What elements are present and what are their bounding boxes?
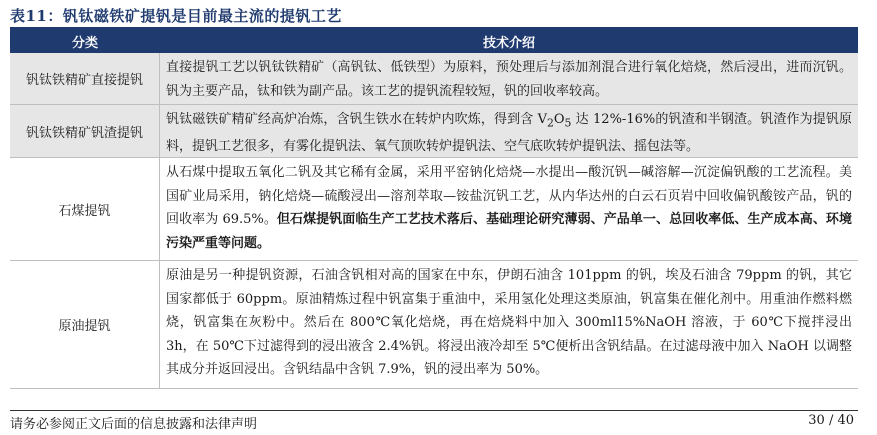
process-table	[10, 27, 858, 389]
disclaimer-text: 请务必参阅正文后面的信息披露和法律声明	[10, 417, 258, 432]
page-footer	[10, 410, 858, 432]
desc-text-part: O	[553, 112, 565, 127]
desc-text-part: 钒钛磁铁矿精矿经高炉冶炼，含钒生铁水在转炉内吹炼，得到含 V	[166, 112, 547, 127]
row-category: 原油提钒	[10, 261, 160, 388]
subscript: 5	[564, 116, 572, 130]
subscript: 2	[546, 116, 554, 130]
row-category: 钒钛铁精矿直接提钒	[10, 53, 160, 104]
row-description: 原油是另一种提钒资源，石油含钒相对高的国家在中东，伊朗石油含 101ppm 的钒，埃及石油含 79ppm 的钒，其它国家都低于 60ppm。原油精炼过程中钒富集于重油中，采用氢化处理这类原油，钒富集在催化剂中。用重油作燃料燃烧，钒富集在灰粉中。然后在 800℃氧化焙烧，再在焙烧料中加入 300ml15%NaOH 溶液，于 60℃下搅拌浸出 3h，在 50℃下过滤得到的浸出液含 2.4%钒。将浸出液冷却至 5℃便析出含钒结晶。在过滤母液中加入 NaOH 以调整其成分并返回浸出。含钒结晶中含钒 7.9%，钒的浸出率为 50%。	[166, 268, 852, 377]
table-row	[10, 105, 858, 158]
header-category: 分类	[71, 35, 98, 51]
row-description	[160, 105, 858, 157]
table-row	[10, 53, 858, 105]
desc-text: 从石煤中提取五氧化二钒及其它稀有金属，采用平窑钠化焙烧—水提出—酸沉钒—碱溶解—沉淀偏钒酸的工艺流程。美国矿业局采用，钠化焙烧—硫酸浸出—溶剂萃取—铵盐沉钒工艺，从内华达州的白云石页岩中回收偏钒酸铵产品，钒的回收率为 69.5%。	[166, 165, 852, 227]
table-header	[10, 29, 858, 53]
page-number: 30 / 40	[808, 413, 854, 428]
row-category: 钒钛铁精矿钒渣提钒	[10, 105, 160, 157]
row-description	[160, 158, 858, 260]
header-description: 技术介绍	[482, 35, 535, 51]
desc-text-part: 达 12%-16%的钒渣和半钢渣。钒渣作为提钒原料，提钒工艺很多，有雾化提钒法、氧气顶吹转炉提钒法、空气底吹转炉提钒法、摇包法等。	[166, 112, 852, 155]
table-title: 表11：钒钛磁铁矿提钒是目前最主流的提钒工艺	[10, 7, 342, 25]
row-description: 直接提钒工艺以钒钛铁精矿（高钒钛、低铁型）为原料，预处理后与添加剂混合进行氧化焙烧，然后浸出，进而沉钒。钒为主要产品，钛和铁为副产品。该工艺的提钒流程较短，钒的回收率较高。	[166, 60, 852, 99]
row-category: 石煤提钒	[10, 158, 160, 260]
table-row	[10, 261, 858, 389]
desc-bold-text: 但石煤提钒面临生产工艺技术落后、基础理论研究薄弱、产品单一、总回收率低、生产成本高、环境污染严重等问题。	[166, 212, 852, 251]
table-row	[10, 158, 858, 261]
